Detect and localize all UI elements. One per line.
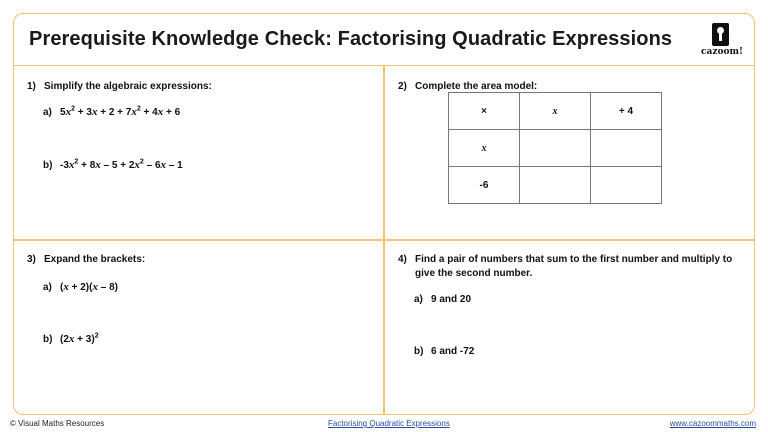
page-title: Prerequisite Knowledge Check: Factorising Quadratic Expressions	[29, 28, 673, 50]
question-prompt: Find a pair of numbers that sum to the first number and multiply to	[415, 254, 733, 265]
question-prompt: Expand the brackets:	[44, 254, 146, 265]
question-4a: a) 9 and 20	[414, 294, 472, 305]
table-row	[449, 167, 662, 204]
question-prompt-continued: give the second number.	[415, 268, 533, 279]
multiply-cell: ×	[449, 93, 520, 130]
footer-topic	[328, 419, 450, 428]
row-header: -6	[449, 167, 520, 204]
question-number: 3)	[27, 254, 36, 265]
answer-cell[interactable]	[520, 167, 591, 204]
question-3a: a) (x + 2)(x – 8)	[43, 281, 118, 293]
number-pair: 6 and -72	[431, 346, 475, 357]
column-header: + 4	[591, 93, 662, 130]
horizontal-divider	[13, 239, 755, 241]
table-row	[449, 130, 662, 167]
expression: $-3x^2 + 8x - 5 + 2x^2 - 6x - 1$	[60, 159, 183, 172]
answer-cell[interactable]	[591, 167, 662, 204]
question-4b: b) 6 and -72	[414, 346, 475, 357]
question-prompt: Complete the area model:	[415, 81, 538, 92]
expression: (x + 2)(x – 8)	[60, 281, 118, 293]
area-model-table	[448, 92, 662, 204]
row-header: x	[449, 130, 520, 167]
question-number: 4)	[398, 254, 407, 265]
answer-cell[interactable]	[591, 130, 662, 167]
expression: $(2x + 3)^2$	[60, 333, 99, 346]
website-link[interactable]: www.cazoommaths.com	[669, 419, 756, 428]
answer-cell[interactable]	[520, 130, 591, 167]
question-1	[27, 80, 212, 94]
question-number: 2)	[398, 81, 407, 92]
footer-website	[670, 419, 756, 428]
table-row	[449, 93, 662, 130]
logo-text: cazoom!	[701, 47, 743, 57]
expression: $5x^2 + 3x + 2 + 7x^2 + 4x + 6$	[60, 106, 181, 119]
number-pair: 9 and 20	[431, 294, 472, 305]
column-header: x	[520, 93, 591, 130]
footer-topic-link[interactable]: Factorising Quadratic Expressions	[328, 419, 450, 428]
question-4	[398, 253, 738, 281]
footer-copyright: © Visual Maths Resources	[10, 419, 105, 428]
question-1a: a) $5x^2 + 3x + 2 + 7x^2 + 4x + 6$	[43, 106, 181, 119]
question-1b: b) $-3x^2 + 8x - 5 + 2x^2 - 6x - 1$	[43, 159, 183, 172]
question-3	[27, 253, 145, 267]
question-3b: b) $(2x + 3)^2$	[43, 333, 99, 346]
question-prompt: Simplify the algebraic expressions:	[44, 81, 212, 92]
question-number: 1)	[27, 81, 36, 92]
